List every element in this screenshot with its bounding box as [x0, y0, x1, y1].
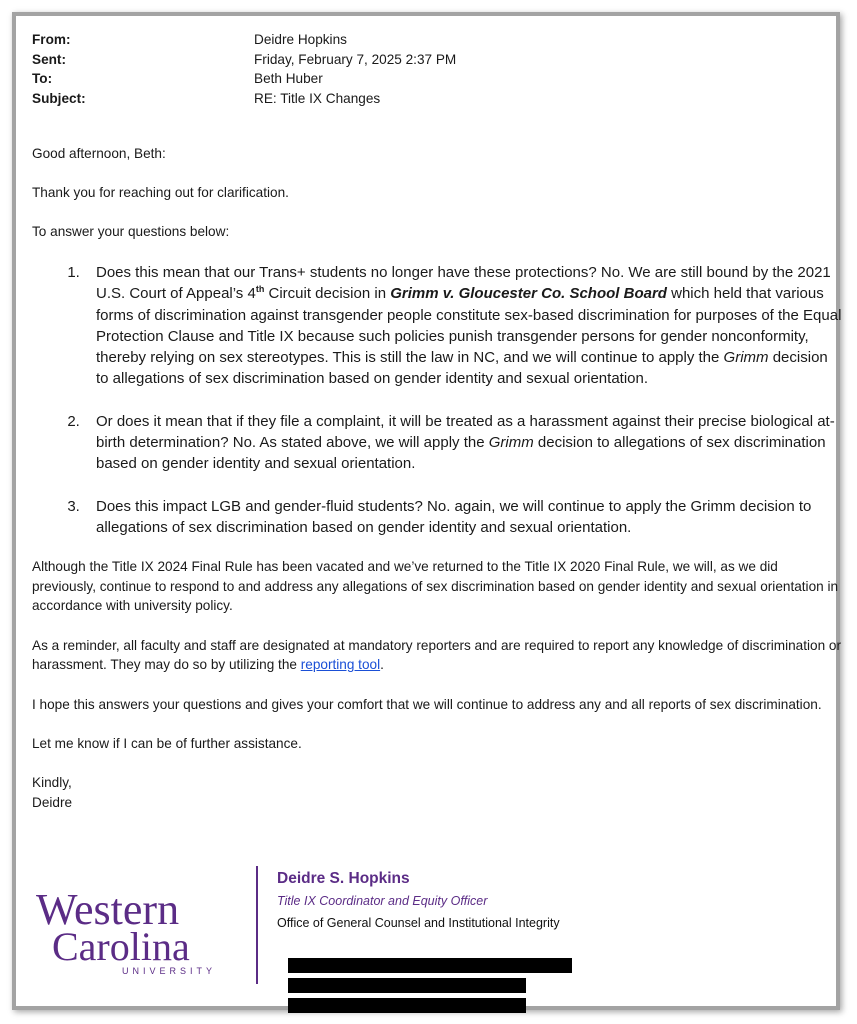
hope-paragraph: I hope this answers your questions and gives your comfort that we will continue to address any and all reports of sex discrimination. [32, 696, 822, 712]
reminder-paragraph [32, 636, 842, 675]
logo-line2: Carolina [52, 924, 190, 969]
sender-first-name: Deidre [32, 794, 73, 810]
sent-row [32, 50, 842, 70]
grimm-italic: Grimm [723, 349, 769, 367]
email-content [32, 30, 842, 812]
grimm-italic: Grimm [488, 433, 534, 451]
answers-list [32, 262, 842, 538]
university-logo [34, 882, 246, 974]
email-signature [34, 862, 834, 1012]
thanks-paragraph: Thank you for reaching out for clarification. [32, 185, 289, 201]
sent-label: Sent: [32, 51, 66, 67]
signature-name: Deidre S. Hopkins [277, 870, 410, 887]
item1-text-b: Circuit decision in [264, 285, 391, 303]
signature-text [277, 868, 560, 934]
signature-divider [256, 866, 258, 984]
from-label: From: [32, 32, 71, 47]
signature-office: Office of General Counsel and Institutional Integrity [277, 916, 560, 930]
item1-text-a: Does this mean that our Trans+ students no longer have these protections? No. We are still bound by the 2021 U.S. Court of Appeal’s 4 [96, 263, 831, 303]
redaction-bar [288, 998, 526, 1013]
logo-line1: Western [36, 885, 180, 934]
reporting-tool-link[interactable]: reporting tool [300, 657, 381, 673]
subject-row [32, 89, 842, 109]
reminder-end: . [380, 657, 384, 673]
closing: Kindly, [32, 775, 72, 791]
to-value: Beth Huber [254, 71, 323, 87]
item2-text-b: decision to allegations of sex discrimination based on gender identity and sexual orientation. [96, 433, 826, 473]
intro-paragraph: To answer your questions below: [32, 224, 230, 240]
item2-text-a: Or does it mean that if they file a complaint, it will be treated as a harassment against their precise biological at-birth determination? No. As stated above, we will apply the [96, 412, 835, 451]
item3-text: Does this impact LGB and gender-fluid students? No. again, we will continue to apply the Grimm decision to allegations of sex discrimination based on gender identity and sexual orientation. [96, 497, 812, 536]
list-item [84, 262, 842, 390]
from-value: Deidre Hopkins [254, 32, 347, 47]
signature-title: Title IX Coordinator and Equity Officer [277, 894, 488, 908]
subject-label: Subject: [32, 91, 86, 107]
email-printout-frame [12, 12, 840, 1010]
to-label: To: [32, 71, 53, 87]
email-header [32, 30, 842, 109]
assist-paragraph: Let me know if I can be of further assistance. [32, 735, 302, 751]
reminder-text: As a reminder, all faculty and staff are designated at mandatory reporters and are required to report any knowledge of discrimination or harassment. They may do so by utilizing the [32, 637, 842, 673]
to-row [32, 69, 842, 89]
case-name: Grimm v. Gloucester Co. School Board [390, 285, 667, 303]
greeting: Good afternoon, Beth: [32, 145, 166, 161]
sent-value: Friday, February 7, 2025 2:37 PM [254, 51, 457, 67]
from-row [32, 30, 842, 50]
item1-superscript: th [255, 284, 265, 295]
redaction-bar [288, 958, 572, 973]
item1-text-d: decision to allegations of sex discrimination based on gender identity and sexual orientation. [96, 349, 828, 388]
logo-line3: UNIVERSITY [122, 966, 217, 974]
item1-text-c: which held that various forms of discrimination against transgender people constitute sex-based discrimination for purposes of the Equal Protection Clause and Title IX because such policies punish transgender persons for gender nonconformity, thereby relying on sex stereotypes. This is still the law in NC, and we will continue to apply the [96, 285, 842, 367]
redaction-bar [288, 978, 526, 993]
rule-paragraph: Although the Title IX 2024 Final Rule has been vacated and we’ve returned to the Title IX 2020 Final Rule, we will, as we did previously, continue to respond to and address any allegations of sex discrimination based on gender identity and sexual orientation in accordance with university policy. [32, 559, 839, 614]
list-item [84, 411, 842, 475]
list-item [84, 496, 842, 539]
subject-value: RE: Title IX Changes [254, 91, 381, 107]
